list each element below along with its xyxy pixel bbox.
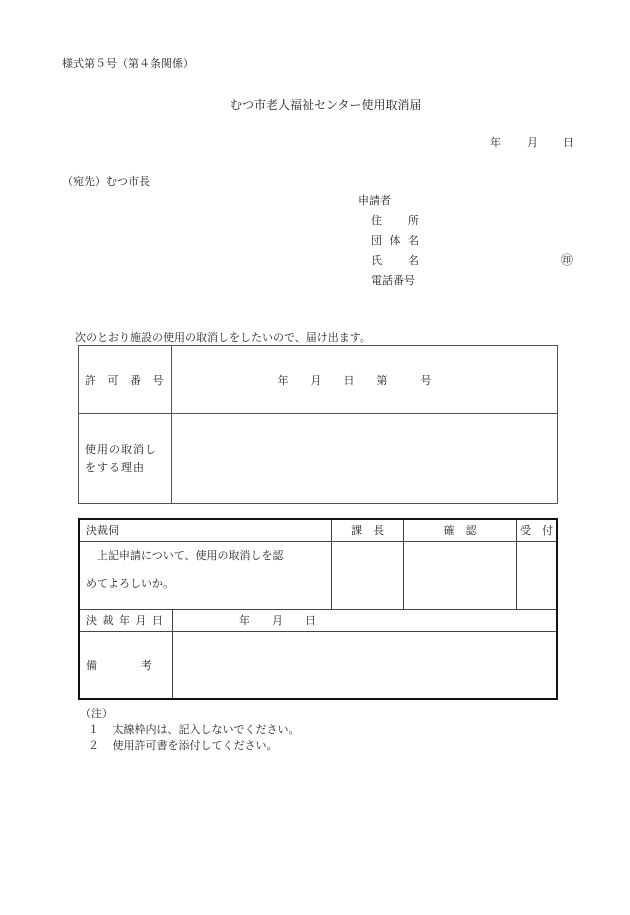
remarks-field bbox=[173, 631, 558, 699]
addressee: （宛先）むつ市長 bbox=[62, 175, 150, 188]
decision-date-value: 年 月 日 bbox=[173, 609, 558, 631]
applicant-phone-label: 電話番号 bbox=[371, 274, 415, 287]
form-title: むつ市老人福祉センター使用取消届 bbox=[230, 98, 422, 112]
office-use-table bbox=[78, 518, 558, 700]
seal-icon: ㊞ bbox=[561, 253, 574, 267]
remarks-label: 備 考 bbox=[79, 631, 173, 699]
cancel-reason-field[interactable] bbox=[172, 414, 558, 504]
confirmation-stamp-cell bbox=[404, 541, 517, 609]
form-number: 様式第５号（第４条関係） bbox=[62, 57, 194, 70]
decision-text: 上記申請について、使用の取消しを認 めてよろしいか。 bbox=[79, 541, 332, 609]
note-text: 太線枠内は、記入しないでください。 bbox=[112, 723, 300, 736]
receipt-stamp-cell bbox=[517, 541, 557, 609]
date-year-label: 年 bbox=[490, 136, 501, 149]
permit-number-cell bbox=[172, 346, 558, 414]
section-chief-stamp-cell bbox=[332, 541, 404, 609]
date-month-label: 月 bbox=[527, 136, 538, 149]
cancel-reason-label: 使用の取消し をする理由 bbox=[79, 414, 172, 504]
receipt-label: 受 付 bbox=[517, 519, 557, 541]
permit-table bbox=[78, 345, 558, 504]
date-day-label: 日 bbox=[563, 136, 574, 149]
notes-heading: （注） bbox=[80, 707, 113, 720]
note-number: １ bbox=[88, 723, 99, 736]
decision-date-label: 決 裁 年 月 日 bbox=[79, 609, 173, 631]
confirmation-label: 確 認 bbox=[404, 519, 517, 541]
intro-text: 次のとおり施設の使用の取消しをしたいので、届け出ます。 bbox=[75, 331, 371, 344]
note-text: 使用許可書を添付してください。 bbox=[112, 739, 278, 752]
applicant-group-label: 団 体 名 bbox=[371, 234, 419, 247]
note-number: ２ bbox=[88, 739, 99, 752]
applicant-name-label: 氏 名 bbox=[371, 254, 419, 267]
applicant-address-label: 住 所 bbox=[371, 214, 419, 227]
section-chief-label: 課 長 bbox=[332, 519, 404, 541]
decision-request-label: 決裁伺 bbox=[79, 519, 332, 541]
applicant-heading: 申請者 bbox=[358, 194, 391, 207]
permit-number-value: 年 月 日 第 号 bbox=[277, 373, 432, 387]
permit-number-label: 許 可 番 号 bbox=[79, 346, 172, 414]
note-item bbox=[88, 737, 278, 753]
note-item bbox=[88, 721, 300, 737]
